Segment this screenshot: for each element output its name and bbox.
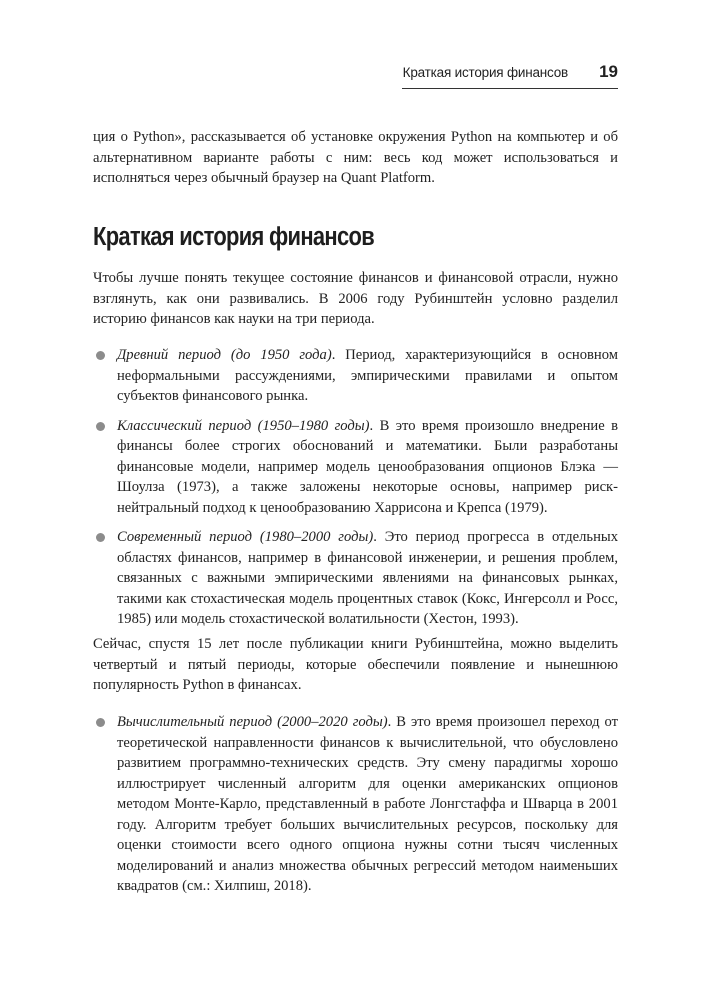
period-text: . Это период прогресса в отдельных областях финансов, например в финансовой инженерии, и решения проблем, связанных с важными эмпирическими явлениями на финансовых рынках, такими как стохастическая модель процентных ставок (Кокс, Ингерсолл и Росс, 1985) или модель стохастической волатильности (Хестон, 1993). xyxy=(117,529,618,627)
period-term: Вычислительный период (2000–2020 годы) xyxy=(117,714,388,730)
paragraph-1: Чтобы лучше понять текущее состояние финансов и финансовой отрасли, нужно взглянуть, как они развивались. В 2006 году Рубинштейн условно разделил историю финансов как науки на три периода. xyxy=(93,270,618,327)
list-item-modern-period xyxy=(93,527,618,630)
running-header-title: Краткая история финансов xyxy=(402,65,568,80)
period-text: . В это время произошел переход от теоретической направленности финансов к вычислительной, что обусловлено развитием программно-технических средств. Эту смену парадигмы хорошо иллюстрирует численный алгоритм для оценки американских опционов методом Монте-Карло, представленный в работе Лонгстаффа и Шварца в 2001 году. Алгоритм требует больших вычислительных ресурсов, поскольку для оценки стоимости всего одного опциона нужны сотни тысяч численных моделирований и анализ множества обычных регрессий методом наименьших квадратов (см.: Хилпиш, 2018). xyxy=(117,714,619,894)
intro-paragraph: ция о Python», рассказывается об установке окружения Python на компьютер и об альтернативном варианте работы с ним: весь код может использоваться и исполняться через обычный браузер на Quant Platform. xyxy=(93,129,618,186)
header-rule xyxy=(402,88,618,89)
bullet-icon xyxy=(96,533,105,542)
period-text: . В это время произошло внедрение в финансы более строгих обоснований и математики. Были разработаны финансовые модели, например модель ценообразования опционов Блэка — Шоулза (1973), а также заложены некоторые основы, например риск-нейтральный подход к ценообразованию Харрисона и Крепса (1979). xyxy=(117,417,618,516)
periods-list xyxy=(93,345,618,639)
period-term: Древний период (до 1950 года) xyxy=(117,347,332,363)
list-item-computational-period xyxy=(93,712,618,897)
section-heading: Краткая история финансов xyxy=(93,223,374,251)
bullet-icon xyxy=(96,422,105,431)
bullet-icon xyxy=(96,351,105,360)
period-term: Классический период (1950–1980 годы) xyxy=(117,417,370,434)
periods-list-2 xyxy=(93,712,618,906)
paragraph-2: Сейчас, спустя 15 лет после публикации книги Рубинштейна, можно выделить четвертый и пятый периоды, которые обеспечили появление и нынешнюю популярность Python в финансах. xyxy=(93,636,618,693)
page-number: 19 xyxy=(599,62,618,81)
running-header xyxy=(402,62,618,84)
list-item-classical-period xyxy=(93,416,618,519)
bullet-icon xyxy=(96,718,105,727)
period-term: Современный период (1980–2000 годы) xyxy=(117,529,374,545)
period-text: . Период, характеризующийся в основном неформальными рассуждениями, эмпирическими правилами и опытом субъектов финансового рынка. xyxy=(117,347,618,404)
list-item-ancient-period xyxy=(93,345,618,407)
